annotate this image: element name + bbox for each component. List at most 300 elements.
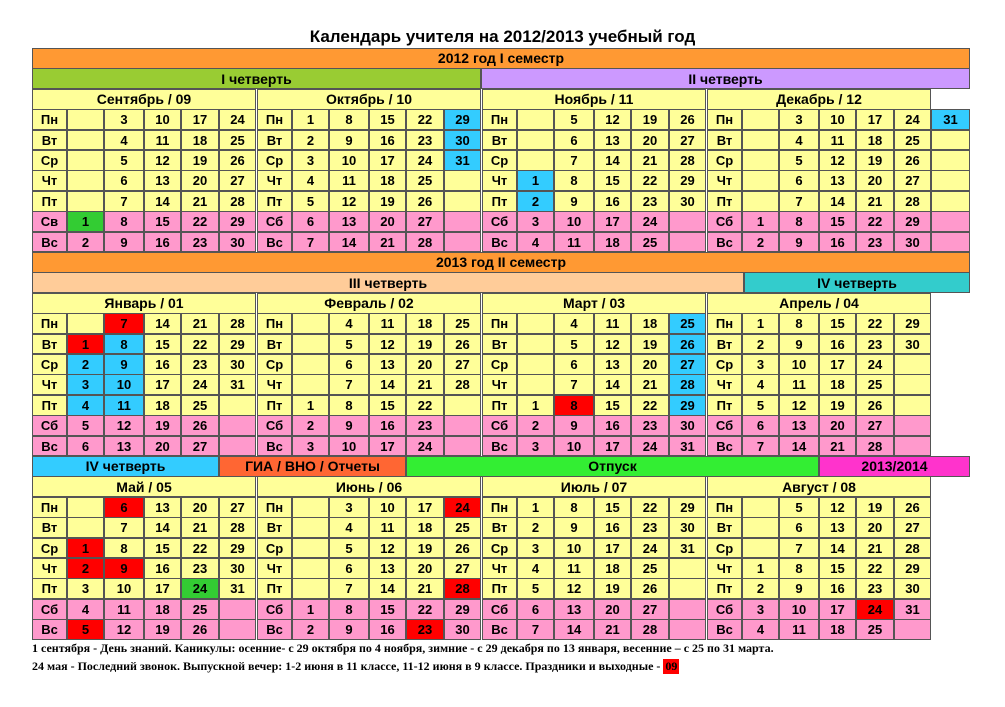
day-cell: 9 (329, 415, 369, 436)
day-cell: 12 (104, 619, 144, 640)
day-cell: 5 (554, 109, 594, 130)
day-cell: 29 (219, 538, 256, 559)
day-cell: 15 (819, 211, 856, 232)
day-cell: 31 (219, 578, 256, 599)
day-cell: 1 (517, 497, 554, 518)
day-cell: 20 (181, 497, 219, 518)
weekday-label: Св (32, 211, 67, 232)
day-cell: 8 (329, 599, 369, 620)
day-cell: 4 (554, 313, 594, 334)
day-cell: 24 (219, 109, 256, 130)
day-cell: 27 (894, 170, 931, 191)
day-cell: 12 (104, 415, 144, 436)
day-cell: 30 (444, 619, 481, 640)
month-title: Октябрь / 10 (257, 89, 481, 110)
day-cell: 17 (369, 150, 406, 171)
day-cell: 15 (594, 170, 631, 191)
day-cell: 10 (104, 578, 144, 599)
weekday-label: Чт (32, 374, 67, 395)
day-cell: 2 (292, 415, 329, 436)
weekday-label: Сб (257, 211, 292, 232)
day-cell (67, 191, 104, 212)
day-cell: 21 (856, 191, 894, 212)
weekday-label: Пн (707, 109, 742, 130)
day-cell: 25 (669, 313, 706, 334)
day-cell (517, 150, 554, 171)
day-cell: 9 (104, 558, 144, 579)
day-cell: 27 (631, 599, 669, 620)
day-cell: 5 (554, 334, 594, 355)
day-cell (219, 436, 256, 457)
day-cell: 14 (369, 578, 406, 599)
weekday-label: Чт (257, 558, 292, 579)
day-cell: 4 (329, 517, 369, 538)
weekday-label: Пт (257, 395, 292, 416)
day-cell: 29 (669, 395, 706, 416)
day-cell: 30 (219, 558, 256, 579)
day-cell: 7 (554, 374, 594, 395)
day-cell: 19 (631, 334, 669, 355)
day-cell: 16 (819, 232, 856, 253)
day-cell: 12 (369, 334, 406, 355)
day-cell: 25 (631, 558, 669, 579)
weekday-label: Ср (257, 150, 292, 171)
day-cell: 3 (517, 436, 554, 457)
day-cell: 9 (329, 619, 369, 640)
day-cell: 29 (444, 599, 481, 620)
weekday-label: Вт (257, 334, 292, 355)
month-title: Июль / 07 (482, 476, 706, 497)
weekday-label: Ср (482, 150, 517, 171)
weekday-label: Ср (257, 354, 292, 375)
day-cell: 19 (144, 619, 181, 640)
day-cell: 17 (181, 109, 219, 130)
day-cell (669, 578, 706, 599)
day-cell: 24 (181, 578, 219, 599)
weekday-label: Вс (257, 619, 292, 640)
day-cell: 1 (292, 109, 329, 130)
day-cell: 2 (517, 415, 554, 436)
day-cell: 28 (669, 150, 706, 171)
day-cell: 26 (894, 150, 931, 171)
weekday-label: Сб (482, 599, 517, 620)
day-cell: 8 (554, 395, 594, 416)
day-cell: 1 (67, 211, 104, 232)
day-cell (444, 232, 481, 253)
day-cell: 14 (144, 313, 181, 334)
day-cell: 13 (594, 354, 631, 375)
weekday-label: Ср (482, 538, 517, 559)
day-cell: 28 (894, 538, 931, 559)
day-cell: 26 (181, 415, 219, 436)
day-cell: 12 (144, 150, 181, 171)
day-cell: 8 (554, 497, 594, 518)
day-cell: 6 (104, 170, 144, 191)
day-cell: 5 (329, 538, 369, 559)
weekday-label: Пт (482, 395, 517, 416)
day-cell: 3 (742, 354, 779, 375)
day-cell: 17 (819, 354, 856, 375)
day-cell: 18 (144, 599, 181, 620)
day-cell: 10 (554, 436, 594, 457)
day-cell (219, 599, 256, 620)
weekday-label: Чт (257, 374, 292, 395)
month-title: Июнь / 06 (257, 476, 481, 497)
day-cell: 12 (819, 150, 856, 171)
day-cell: 7 (742, 436, 779, 457)
day-cell: 1 (292, 599, 329, 620)
day-cell: 8 (779, 211, 819, 232)
weekday-label: Пн (707, 497, 742, 518)
day-cell: 11 (369, 313, 406, 334)
day-cell: 6 (517, 599, 554, 620)
day-cell: 16 (819, 334, 856, 355)
day-cell: 5 (292, 191, 329, 212)
weekday-label: Вс (707, 619, 742, 640)
day-cell: 2 (742, 334, 779, 355)
day-cell: 21 (631, 374, 669, 395)
day-cell: 16 (369, 130, 406, 151)
day-cell: 4 (104, 130, 144, 151)
weekday-label: Сб (257, 415, 292, 436)
weekday-label: Вт (707, 517, 742, 538)
day-cell: 1 (517, 395, 554, 416)
day-cell: 19 (369, 191, 406, 212)
weekday-label: Сб (32, 599, 67, 620)
day-cell (669, 619, 706, 640)
weekday-label: Пн (482, 497, 517, 518)
day-cell: 22 (406, 109, 444, 130)
day-cell: 8 (554, 170, 594, 191)
weekday-label: Пн (32, 497, 67, 518)
day-cell: 25 (181, 599, 219, 620)
day-cell (67, 313, 104, 334)
day-cell: 16 (594, 415, 631, 436)
weekday-label: Чт (707, 374, 742, 395)
weekday-label: Вс (32, 619, 67, 640)
day-cell: 30 (894, 578, 931, 599)
day-cell: 27 (669, 130, 706, 151)
weekday-label: Вт (257, 130, 292, 151)
day-cell: 9 (779, 232, 819, 253)
day-cell (517, 313, 554, 334)
day-cell: 26 (219, 150, 256, 171)
day-cell: 17 (594, 436, 631, 457)
day-cell: 15 (144, 211, 181, 232)
day-cell: 10 (779, 354, 819, 375)
weekday-label: Вт (482, 130, 517, 151)
day-cell: 25 (406, 170, 444, 191)
day-cell: 22 (181, 211, 219, 232)
day-cell: 21 (819, 436, 856, 457)
day-cell: 19 (181, 150, 219, 171)
day-cell: 5 (742, 395, 779, 416)
day-cell: 30 (894, 334, 931, 355)
day-cell: 27 (894, 517, 931, 538)
weekday-label: Чт (707, 558, 742, 579)
day-cell: 28 (444, 374, 481, 395)
day-cell: 22 (181, 334, 219, 355)
day-cell: 17 (819, 599, 856, 620)
day-cell: 24 (631, 211, 669, 232)
day-cell: 14 (144, 517, 181, 538)
day-cell: 18 (594, 558, 631, 579)
day-cell: 6 (779, 170, 819, 191)
weekday-label: Ср (257, 538, 292, 559)
day-cell: 18 (144, 395, 181, 416)
day-cell: 25 (856, 374, 894, 395)
day-cell (444, 395, 481, 416)
day-cell: 4 (67, 599, 104, 620)
day-cell: 28 (219, 517, 256, 538)
day-cell: 14 (819, 538, 856, 559)
day-cell: 25 (219, 130, 256, 151)
day-cell: 12 (369, 538, 406, 559)
day-cell: 11 (819, 130, 856, 151)
day-cell: 19 (631, 109, 669, 130)
weekday-label: Ср (707, 150, 742, 171)
day-cell (292, 497, 329, 518)
day-cell (742, 538, 779, 559)
day-cell: 16 (819, 578, 856, 599)
day-cell: 15 (819, 313, 856, 334)
day-cell: 14 (329, 232, 369, 253)
day-cell: 5 (104, 150, 144, 171)
notes-line-2 (32, 659, 992, 674)
day-cell: 16 (144, 558, 181, 579)
day-cell: 4 (742, 374, 779, 395)
day-cell: 23 (631, 191, 669, 212)
day-cell: 14 (554, 619, 594, 640)
day-cell: 2 (292, 130, 329, 151)
day-cell: 24 (406, 150, 444, 171)
day-cell: 2 (67, 558, 104, 579)
day-cell: 7 (779, 191, 819, 212)
weekday-label: Вс (707, 436, 742, 457)
day-cell: 29 (444, 109, 481, 130)
day-cell: 1 (292, 395, 329, 416)
day-cell: 30 (669, 191, 706, 212)
day-cell: 8 (329, 109, 369, 130)
weekday-label: Ср (32, 538, 67, 559)
day-cell (894, 436, 931, 457)
day-cell: 16 (144, 354, 181, 375)
day-cell: 13 (819, 170, 856, 191)
day-cell: 13 (594, 130, 631, 151)
day-cell: 28 (219, 191, 256, 212)
day-cell: 15 (594, 497, 631, 518)
day-cell: 28 (406, 232, 444, 253)
day-cell (67, 150, 104, 171)
weekday-label: Пн (32, 109, 67, 130)
day-cell: 21 (181, 517, 219, 538)
day-cell: 9 (104, 354, 144, 375)
day-cell: 6 (554, 130, 594, 151)
day-cell: 31 (931, 109, 970, 130)
day-cell: 26 (894, 497, 931, 518)
day-cell (931, 150, 970, 171)
day-cell: 2 (742, 232, 779, 253)
weekday-label: Вт (482, 517, 517, 538)
day-cell: 31 (444, 150, 481, 171)
day-cell: 5 (517, 578, 554, 599)
notes-text: 24 мая - Последний звонок. Выпускной вечер: 1-2 июня в 11 классе, 11-12 июня в 9 классе. Праздники и выходные - (32, 659, 664, 673)
page-title: Календарь учителя на 2012/2013 учебный год (309, 27, 696, 46)
day-cell: 26 (406, 191, 444, 212)
day-cell: 13 (779, 415, 819, 436)
day-cell (517, 109, 554, 130)
day-cell: 20 (369, 211, 406, 232)
weekday-label: Пт (32, 578, 67, 599)
weekday-label: Пн (707, 313, 742, 334)
day-cell: 11 (594, 313, 631, 334)
day-cell: 29 (894, 211, 931, 232)
day-cell (292, 354, 329, 375)
day-cell (292, 374, 329, 395)
day-cell: 27 (444, 558, 481, 579)
day-cell: 3 (67, 374, 104, 395)
day-cell: 7 (517, 619, 554, 640)
day-cell: 31 (669, 538, 706, 559)
day-cell (67, 170, 104, 191)
day-cell: 15 (594, 395, 631, 416)
day-cell: 23 (856, 232, 894, 253)
day-cell: 14 (819, 191, 856, 212)
day-cell: 3 (67, 578, 104, 599)
day-cell: 26 (669, 109, 706, 130)
day-cell: 22 (406, 395, 444, 416)
day-cell: 10 (329, 436, 369, 457)
day-cell (742, 130, 779, 151)
day-cell: 24 (444, 497, 481, 518)
notes-line-1: 1 сентября - День знаний. Каникулы: осенние- с 29 октября по 4 ноября, зимние - с 29 декабря по 13 января, весенние – с 25 по 31 марта. (32, 641, 774, 655)
weekday-label: Вт (707, 130, 742, 151)
day-cell: 9 (104, 232, 144, 253)
day-cell: 11 (779, 619, 819, 640)
month-title: Ноябрь / 11 (482, 89, 706, 110)
day-cell: 29 (894, 558, 931, 579)
weekday-label: Чт (482, 558, 517, 579)
weekday-label: Сб (257, 599, 292, 620)
day-cell: 28 (219, 313, 256, 334)
day-cell: 14 (779, 436, 819, 457)
day-cell: 18 (594, 232, 631, 253)
weekday-label: Ср (32, 150, 67, 171)
day-cell (219, 415, 256, 436)
weekday-label: Пт (707, 191, 742, 212)
day-cell: 21 (631, 150, 669, 171)
period-band: Отпуск (406, 456, 819, 477)
day-cell: 2 (517, 191, 554, 212)
day-cell: 26 (856, 395, 894, 416)
day-cell: 24 (856, 354, 894, 375)
weekday-label: Вс (32, 436, 67, 457)
weekday-label: Ср (707, 538, 742, 559)
day-cell: 6 (779, 517, 819, 538)
day-cell: 10 (329, 150, 369, 171)
day-cell (931, 211, 970, 232)
day-cell: 7 (329, 374, 369, 395)
day-cell: 18 (369, 170, 406, 191)
day-cell: 21 (181, 191, 219, 212)
quarter-label: III четверть (32, 272, 744, 293)
day-cell: 5 (779, 150, 819, 171)
weekday-label: Пн (257, 109, 292, 130)
day-cell (894, 354, 931, 375)
month-title: Январь / 01 (32, 293, 256, 314)
day-cell (742, 150, 779, 171)
day-cell: 3 (517, 211, 554, 232)
day-cell: 15 (819, 558, 856, 579)
day-cell: 4 (329, 313, 369, 334)
day-cell: 15 (144, 538, 181, 559)
day-cell: 15 (144, 334, 181, 355)
day-cell: 6 (554, 354, 594, 375)
day-cell: 19 (856, 497, 894, 518)
day-cell: 3 (742, 599, 779, 620)
day-cell: 27 (444, 354, 481, 375)
day-cell: 4 (67, 395, 104, 416)
weekday-label: Ср (482, 354, 517, 375)
day-cell: 27 (219, 170, 256, 191)
day-cell: 1 (742, 313, 779, 334)
day-cell: 17 (594, 211, 631, 232)
day-cell: 15 (369, 395, 406, 416)
day-cell: 27 (856, 415, 894, 436)
day-cell: 5 (329, 334, 369, 355)
day-cell (517, 354, 554, 375)
day-cell: 1 (742, 558, 779, 579)
day-cell (444, 191, 481, 212)
day-cell: 16 (144, 232, 181, 253)
day-cell: 29 (219, 211, 256, 232)
month-title: Апрель / 04 (707, 293, 931, 314)
day-cell: 21 (406, 578, 444, 599)
day-cell: 13 (144, 170, 181, 191)
day-cell: 12 (329, 191, 369, 212)
day-cell: 22 (856, 211, 894, 232)
day-cell (292, 517, 329, 538)
day-cell: 23 (406, 130, 444, 151)
day-cell (669, 211, 706, 232)
day-cell: 17 (594, 538, 631, 559)
day-cell: 27 (181, 436, 219, 457)
day-cell: 11 (329, 170, 369, 191)
weekday-label: Вс (257, 232, 292, 253)
weekday-label: Пт (707, 578, 742, 599)
day-cell: 6 (329, 558, 369, 579)
day-cell: 29 (219, 334, 256, 355)
day-cell: 18 (181, 130, 219, 151)
day-cell (931, 170, 970, 191)
quarter-label: I четверть (32, 68, 481, 89)
weekday-label: Чт (32, 558, 67, 579)
day-cell (67, 497, 104, 518)
day-cell: 20 (631, 130, 669, 151)
day-cell: 8 (104, 334, 144, 355)
weekday-label: Вт (482, 334, 517, 355)
day-cell: 8 (779, 313, 819, 334)
day-cell: 16 (594, 517, 631, 538)
day-cell: 24 (406, 436, 444, 457)
day-cell (292, 313, 329, 334)
day-cell: 13 (329, 211, 369, 232)
weekday-label: Вт (32, 334, 67, 355)
day-cell (742, 170, 779, 191)
day-cell (219, 395, 256, 416)
day-cell: 12 (819, 497, 856, 518)
day-cell: 25 (894, 130, 931, 151)
